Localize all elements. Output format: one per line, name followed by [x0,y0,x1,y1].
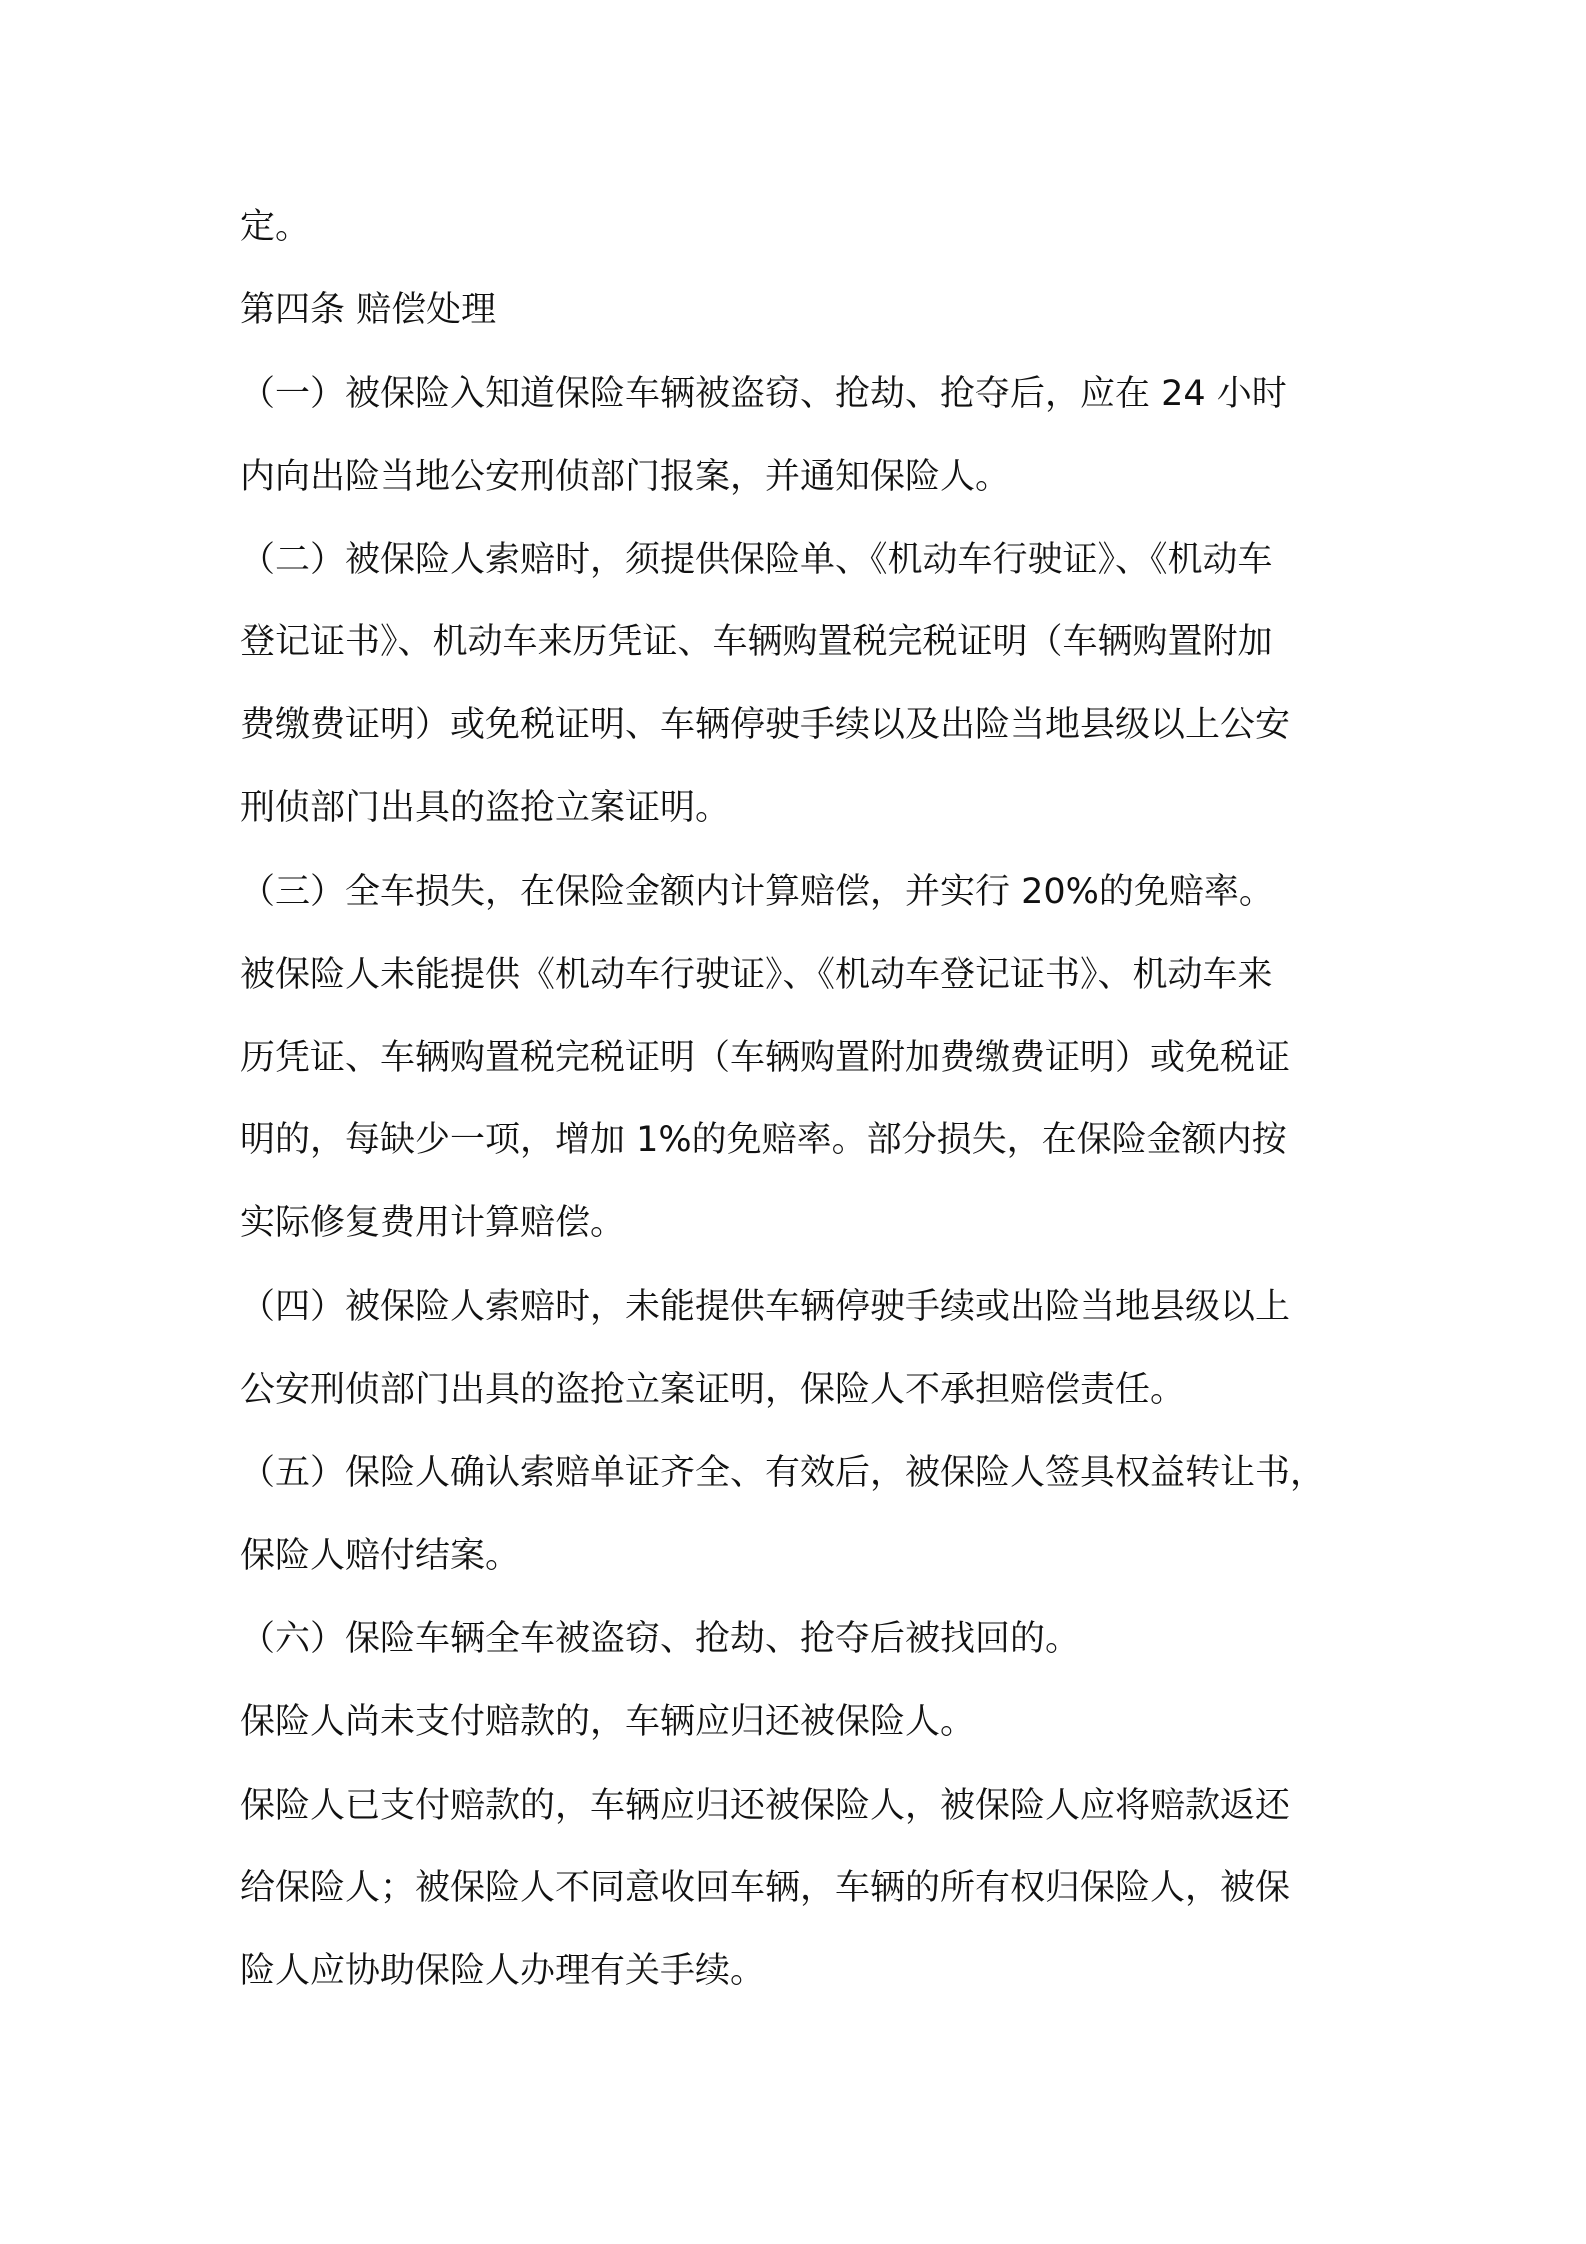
text-line: 被保险人未能提供《机动车行驶证》、《机动车登记证书》、机动车来 [240,955,1273,995]
text-line: 保险人尚未支付赔款的，车辆应归还被保险人。 [240,1702,976,1742]
text-line: 险人应协助保险人办理有关手续。 [240,1951,766,1991]
text-line: 保险人赔付结案。 [240,1536,521,1576]
text-line: （四）被保险人索赔时，未能提供车辆停驶手续或出险当地县级以上 [240,1287,1291,1327]
text-line: （三）全车损失，在保险金额内计算赔偿，并实行 20%的免赔率。 [240,872,1274,912]
text-line: 保险人已支付赔款的，车辆应归还被保险人，被保险人应将赔款返还 [240,1786,1291,1826]
text-line: 明的，每缺少一项，增加 1%的免赔率。部分损失，在保险金额内按 [240,1120,1287,1160]
text-line: 给保险人；被保险人不同意收回车辆，车辆的所有权归保险人，被保 [240,1868,1291,1908]
text-line: （二）被保险人索赔时，须提供保险单、《机动车行驶证》、《机动车 [240,540,1273,580]
text-line: 登记证书》、机动车来历凭证、车辆购置税完税证明（车辆购置附加 [240,622,1273,662]
text-line: 内向出险当地公安刑侦部门报案，并通知保险人。 [240,457,1011,497]
text-line: 历凭证、车辆购置税完税证明（车辆购置附加费缴费证明）或免税证 [240,1038,1291,1078]
text-line: 刑侦部门出具的盗抢立案证明。 [240,788,731,828]
text-line: 公安刑侦部门出具的盗抢立案证明，保险人不承担赔偿责任。 [240,1370,1186,1410]
section-heading: 第四条 赔偿处理 [240,290,497,330]
text-line: （一）被保险入知道保险车辆被盗窃、抢劫、抢夺后，应在 24 小时 [240,374,1287,414]
text-line: 费缴费证明）或免税证明、车辆停驶手续以及出险当地县级以上公安 [240,705,1291,745]
text-line: （五）保险人确认索赔单证齐全、有效后，被保险人签具权益转让书， [240,1453,1326,1493]
text-line: 定。 [240,207,311,247]
text-line: （六）保险车辆全车被盗窃、抢劫、抢夺后被找回的。 [240,1619,1081,1659]
text-line: 实际修复费用计算赔偿。 [240,1203,626,1243]
